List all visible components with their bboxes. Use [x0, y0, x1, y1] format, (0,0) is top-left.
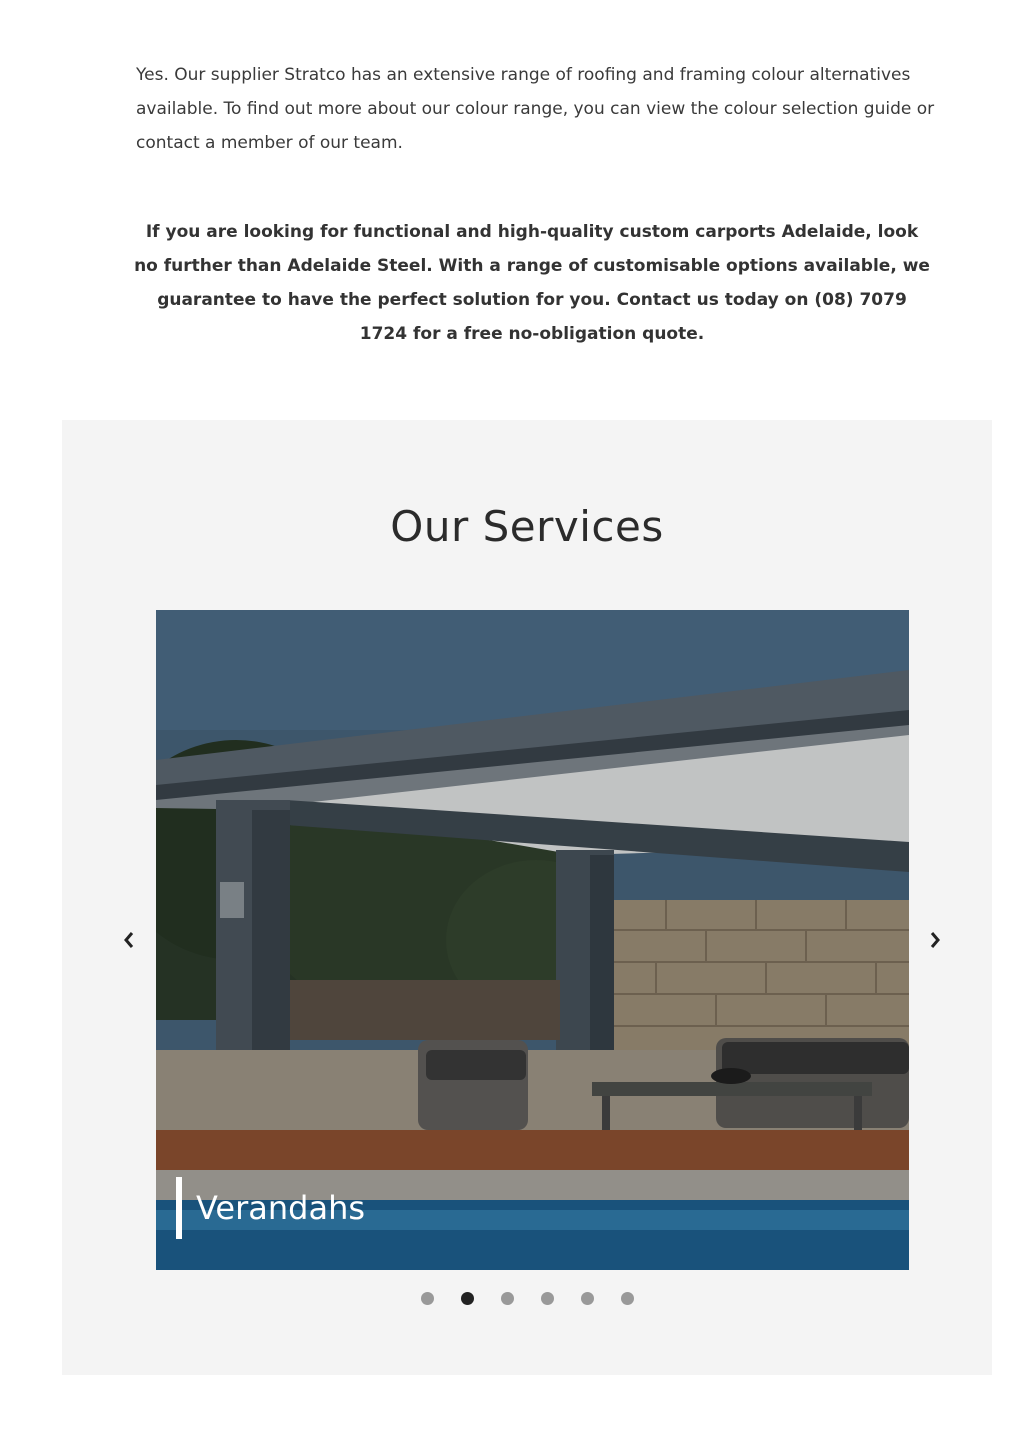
slider-dot-6[interactable]	[621, 1292, 634, 1305]
slider-dot-4[interactable]	[541, 1292, 554, 1305]
service-slide[interactable]	[156, 610, 909, 1270]
slider-dot-2[interactable]	[461, 1292, 474, 1305]
chevron-right-icon[interactable]	[923, 924, 947, 956]
caption-accent-bar	[176, 1177, 182, 1239]
services-section	[62, 420, 992, 1375]
slider-dot-3[interactable]	[501, 1292, 514, 1305]
cta-text: If you are looking for functional and high-quality custom carports Adelaide, look no further than Adelaide Steel. With a range of customisable options available, we guarantee to have the perfect solution for you. Contact us today on (08) 7079 1724 for a free no-obligation quote.	[134, 222, 930, 344]
verandah-photo	[156, 610, 909, 1270]
slider-dot-5[interactable]	[581, 1292, 594, 1305]
faq-answer-text: Yes. Our supplier Stratco has an extensive range of roofing and framing colour alternatives available. To find out more about our colour range, you can view the colour selection guide or contact a member of our team.	[136, 65, 935, 153]
services-title: Our Services	[390, 502, 664, 551]
slide-caption	[176, 1177, 365, 1239]
slider-dot-1[interactable]	[421, 1292, 434, 1305]
slider-pagination	[62, 1292, 992, 1305]
chevron-left-icon[interactable]	[117, 924, 141, 956]
slide-caption-text: Verandahs	[196, 1189, 366, 1227]
